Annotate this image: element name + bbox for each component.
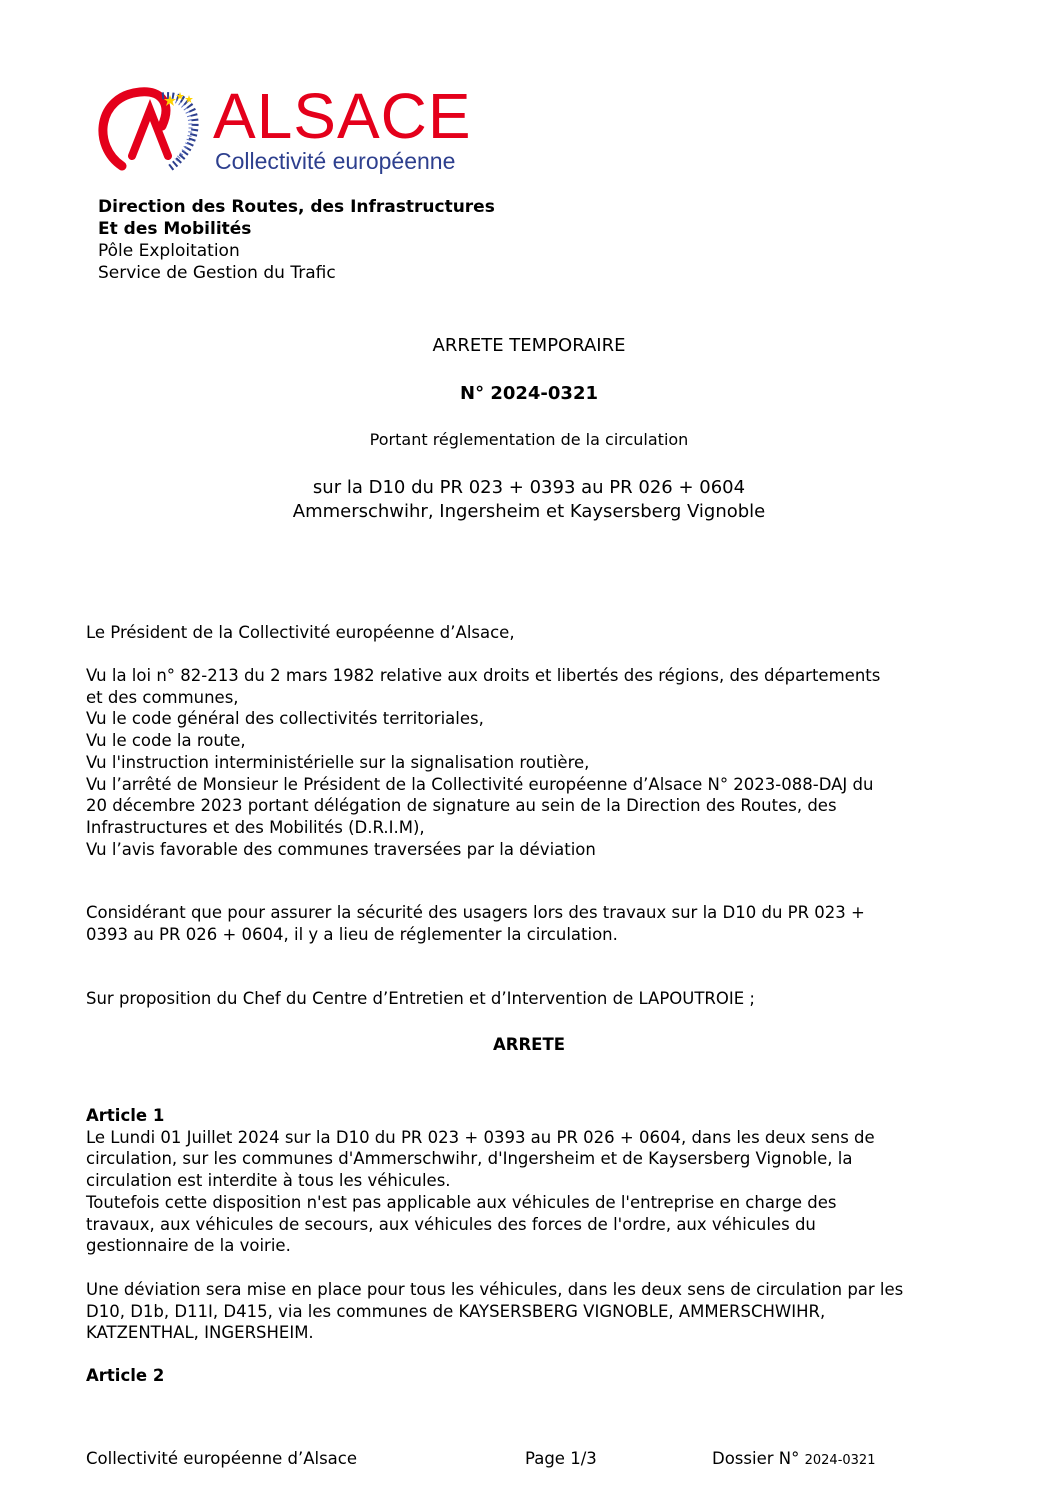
vu-line: et des communes, <box>86 687 239 707</box>
department-line-2: Et des Mobilités <box>98 219 252 239</box>
article-1-line: circulation, sur les communes d'Ammerschwihr, d'Ingersheim et de Kaysersberg Vignoble, la <box>86 1149 853 1169</box>
department-line-3: Pôle Exploitation <box>98 241 240 261</box>
vu-line: Vu l'instruction interministérielle sur la signalisation routière, <box>86 752 590 772</box>
department-line-4: Service de Gestion du Trafic <box>98 263 336 283</box>
article-1-line: Toutefois cette disposition n'est pas applicable aux véhicules de l'entreprise en charge des <box>86 1192 837 1212</box>
article-2-title: Article 2 <box>86 1366 165 1385</box>
footer-dossier <box>712 1449 875 1468</box>
vu-block <box>86 665 986 860</box>
considerant-line: 0393 au PR 026 + 0604, il y a lieu de réglementer la circulation. <box>86 924 618 944</box>
arrete-heading: ARRETE <box>493 1035 565 1054</box>
article-1-deviation <box>86 1279 986 1344</box>
footer-dossier-label: Dossier N° <box>712 1449 800 1468</box>
department-block <box>98 196 495 284</box>
logo-wordmark: ALSACE <box>213 80 472 152</box>
considerant-line: Considérant que pour assurer la sécurité des usagers lors des travaux sur la D10 du PR 023 + <box>86 903 865 922</box>
article-1-line: travaux, aux véhicules de secours, aux véhicules des forces de l'ordre, aux véhicules du <box>86 1214 816 1234</box>
deviation-line: Une déviation sera mise en place pour tous les véhicules, dans les deux sens de circulation par les <box>86 1280 904 1299</box>
logo-subtitle: Collectivité européenne <box>215 148 456 174</box>
vu-line: Vu le code la route, <box>86 731 246 751</box>
article-1-line: circulation est interdite à tous les véhicules. <box>86 1171 451 1191</box>
article-1 <box>86 1105 986 1257</box>
vu-line: Vu l’arrêté de Monsieur le Président de la Collectivité européenne d’Alsace N° 2023-088-DAJ du <box>86 774 874 794</box>
article-1-line: gestionnaire de la voirie. <box>86 1236 291 1256</box>
location-line-2: Ammerschwihr, Ingersheim et Kaysersberg Vignoble <box>292 501 766 522</box>
location-line-1: sur la D10 du PR 023 + 0393 au PR 026 + 0604 <box>312 477 746 498</box>
deviation-line: D10, D1b, D11I, D415, via les communes de KAYSERSBERG VIGNOBLE, AMMERSCHWIHR, <box>86 1301 826 1321</box>
considerant-block <box>86 902 986 945</box>
document-subject: Portant réglementation de la circulation <box>369 430 689 449</box>
proposition-line: Sur proposition du Chef du Centre d’Entretien et d’Intervention de LAPOUTROIE ; <box>86 989 755 1008</box>
article-1-title: Article 1 <box>86 1106 165 1125</box>
document-location <box>0 476 1058 524</box>
vu-line: Vu la loi n° 82-213 du 2 mars 1982 relative aux droits et libertés des régions, des départements <box>86 666 881 685</box>
document-heading: ARRETE TEMPORAIRE <box>432 335 626 356</box>
footer-org: Collectivité européenne d’Alsace <box>86 1449 358 1468</box>
footer-page: Page 1/3 <box>525 1449 597 1468</box>
deviation-line: KATZENTHAL, INGERSHEIM. <box>86 1323 314 1343</box>
president-line: Le Président de la Collectivité européenne d’Alsace, <box>86 623 515 642</box>
vu-line: Vu le code général des collectivités territoriales, <box>86 709 484 729</box>
vu-line: Vu l’avis favorable des communes traversées par la déviation <box>86 839 596 859</box>
department-line-1: Direction des Routes, des Infrastructures <box>98 197 495 217</box>
footer-dossier-number: 2024-0321 <box>804 1453 876 1468</box>
document-number: N° 2024-0321 <box>460 383 598 404</box>
vu-line: 20 décembre 2023 portant délégation de signature au sein de la Direction des Routes, des <box>86 796 837 816</box>
article-1-line: Le Lundi 01 Juillet 2024 sur la D10 du PR 023 + 0393 au PR 026 + 0604, dans les deux sens de <box>86 1127 875 1147</box>
vu-line: Infrastructures et des Mobilités (D.R.I.M), <box>86 817 425 837</box>
